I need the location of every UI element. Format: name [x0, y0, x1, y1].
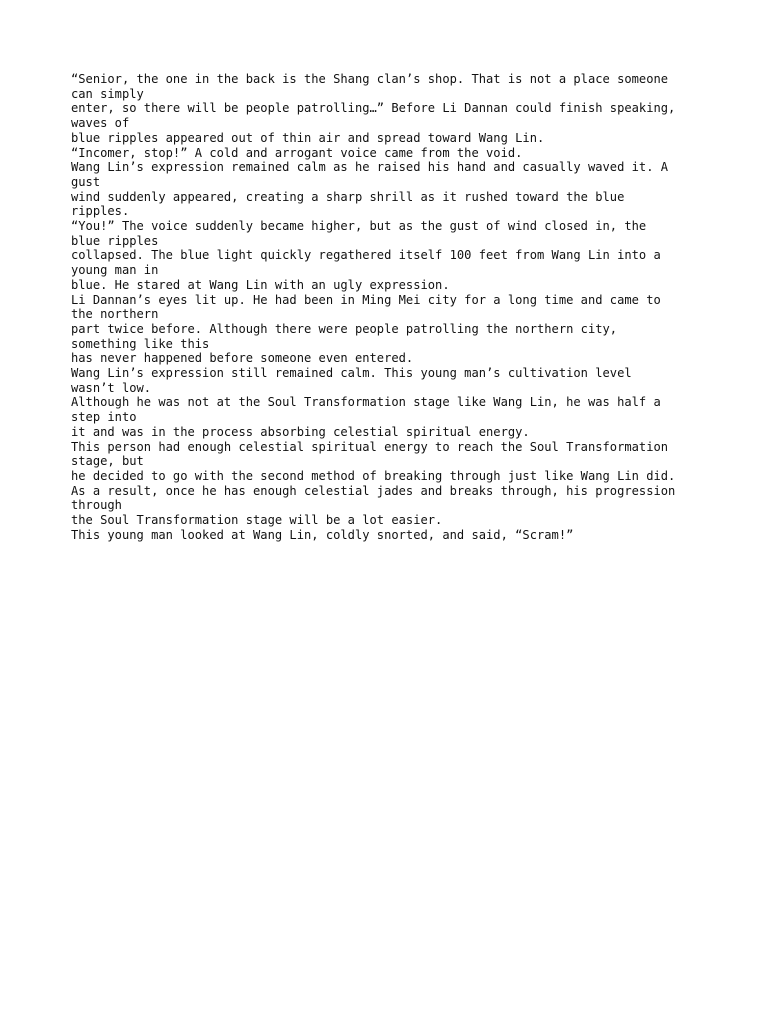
text-line: something like this	[71, 336, 210, 351]
text-line: This person had enough celestial spiritual energy to reach the Soul Transformation	[71, 439, 669, 454]
document-body	[71, 72, 711, 543]
text-line: part twice before. Although there were people patrolling the northern city,	[71, 321, 618, 336]
text-line: Li Dannan’s eyes lit up. He had been in Ming Mei city for a long time and came to	[71, 292, 661, 307]
text-line: he decided to go with the second method of breaking through just like Wang Lin did.	[71, 468, 676, 483]
text-line: the northern	[71, 307, 159, 322]
text-line: Although he was not at the Soul Transformation stage like Wang Lin, he was half a	[71, 395, 661, 410]
text-line: the Soul Transformation stage will be a lot easier.	[71, 513, 443, 528]
text-line: collapsed. The blue light quickly regathered itself 100 feet from Wang Lin into a	[71, 248, 661, 263]
text-line: blue ripples appeared out of thin air and spread toward Wang Lin.	[71, 130, 545, 145]
text-line: Wang Lin’s expression remained calm as he raised his hand and casually waved it. A	[71, 160, 669, 175]
text-line: it and was in the process absorbing celestial spiritual energy.	[71, 424, 530, 439]
text-line: can simply	[71, 86, 144, 101]
text-line: ripples.	[71, 204, 130, 219]
text-line: blue. He stared at Wang Lin with an ugly expression.	[71, 277, 450, 292]
text-line: enter, so there will be people patrolling…” Before Li Dannan could finish speaking,	[71, 101, 676, 116]
text-line: has never happened before someone even entered.	[71, 351, 414, 366]
text-line: wind suddenly appeared, creating a sharp shrill as it rushed toward the blue	[71, 189, 625, 204]
text-line: “Incomer, stop!” A cold and arrogant voice came from the void.	[71, 145, 523, 160]
text-line: stage, but	[71, 454, 144, 469]
text-line: blue ripples	[71, 233, 159, 248]
text-line: This young man looked at Wang Lin, coldly snorted, and said, “Scram!”	[71, 527, 574, 542]
text-line: gust	[71, 174, 101, 189]
text-line: wasn’t low.	[71, 380, 152, 395]
text-line: Wang Lin’s expression still remained calm. This young man’s cultivation level	[71, 366, 632, 381]
text-line: young man in	[71, 263, 159, 278]
text-line: “You!” The voice suddenly became higher, but as the gust of wind closed in, the	[71, 219, 647, 234]
text-line: step into	[71, 410, 137, 425]
text-line: waves of	[71, 116, 130, 131]
text-line: As a result, once he has enough celestial jades and breaks through, his progression	[71, 483, 676, 498]
text-line: through	[71, 498, 122, 513]
text-line: “Senior, the one in the back is the Shang clan’s shop. That is not a place someone	[71, 72, 669, 86]
